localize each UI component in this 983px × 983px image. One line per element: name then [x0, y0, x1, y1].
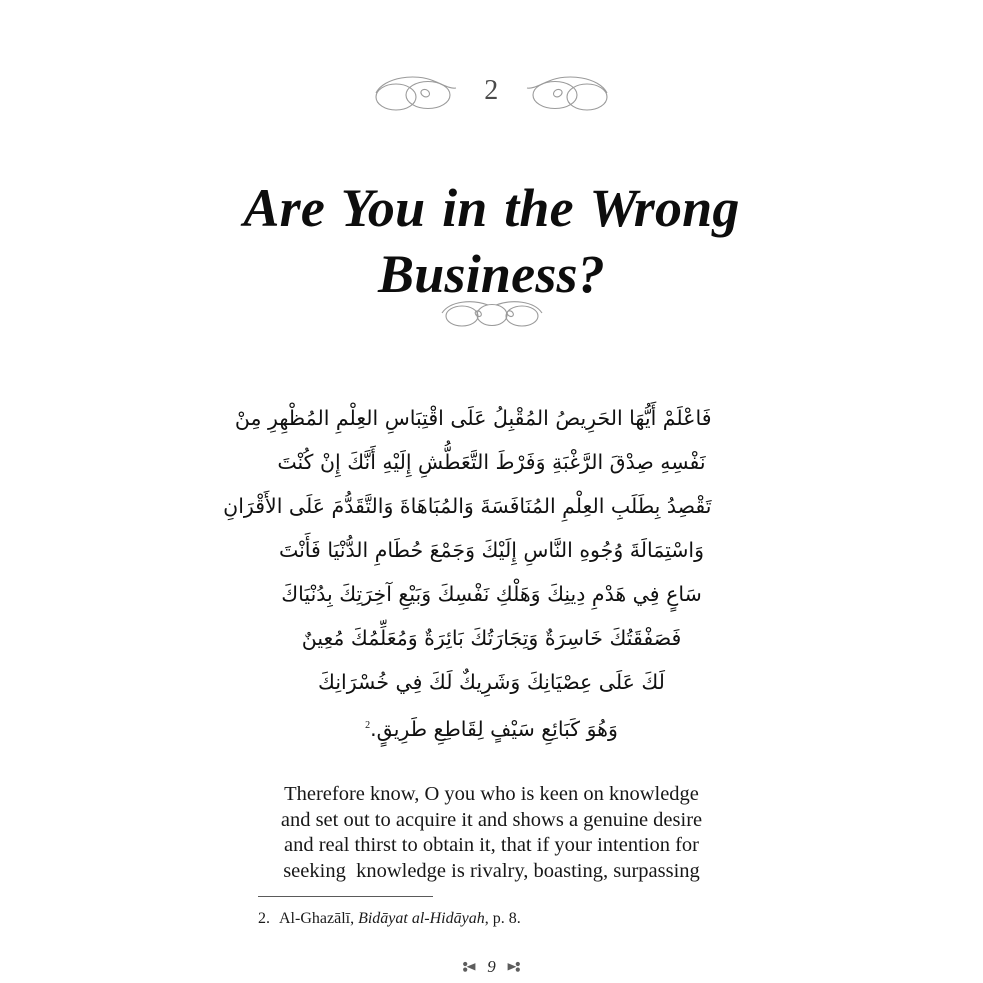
footnote [258, 908, 758, 930]
page-number: 9 [487, 957, 496, 976]
arabic-line-text: وَهُوَ كَبَائِعِ سَيْفٍ لِقَاطِعِ طَرِيقٍ. [370, 716, 618, 741]
title-divider-ornament-wrap [0, 296, 983, 330]
page-title [232, 176, 752, 308]
double-loop-flourish-ornament-right [521, 71, 613, 113]
footnote-page-reference: , p. 8. [484, 910, 521, 927]
arabic-line: وَاسْتِمَالَةَ وُجُوهِ النَّاسِ إِلَيْكَ وَجَمْعَ حُطَامِ الدُّنْيَا فَأَنْتَ [278, 538, 705, 562]
footnote-work-title: Bidāyat al-Hidāyah [358, 910, 485, 927]
translation-paragraph [269, 782, 715, 884]
footnote-separator-rule [258, 896, 433, 897]
chapter-number: 2 [484, 75, 499, 106]
arabic-line-with-footnote [272, 704, 712, 751]
triple-loop-flourish-ornament [432, 296, 552, 330]
chapter-title-line-2: Business? [378, 244, 605, 305]
arabic-line: تَقْصِدُ بِطَلَبِ العِلْمِ المُنَافَسَةَ وَالمُبَاهَاةَ وَالتَّقَدُّمَ عَلَى الأَقْرَانِ [223, 494, 712, 518]
footnote-author: Al-Ghazālī, [279, 910, 355, 927]
double-loop-flourish-ornament-left [370, 71, 462, 113]
arabic-line: سَاعٍ فِي هَدْمِ دِينِكَ وَهَلْكِ نَفْسِكَ وَبَيْعِ آخِرَتِكَ بِدُنْيَاكَ [281, 582, 702, 606]
arabic-line: لَكَ عَلَى عِصْيَانِكَ وَشَرِيكٌ لَكَ فِي خُسْرَانِكَ [318, 670, 665, 694]
chapter-heading-row [0, 62, 983, 122]
arabic-line: فَاعْلَمْ أَيُّهَا الحَرِيصُ المُقْبِلُ عَلَى اقْتِبَاسِ العِلْمِ المُظْهِرِ مِنْ [234, 406, 712, 430]
translation-line: Therefore know, O you who is keen on knowledge [284, 783, 699, 805]
translation-line: and real thirst to obtain it, that if your intention for [283, 834, 700, 856]
fleuron-ornament-left [462, 960, 478, 974]
chapter-title-line-1: Are You in the Wrong [243, 178, 740, 239]
page-footer [0, 958, 983, 975]
arabic-line: نَفْسِهِ صِدْقَ الرَّغْبَةِ وَفَرْطَ التَّعَطُّشِ إِلَيْهِ أَنَّكَ إِنْ كُنْتَ [277, 450, 706, 474]
translation-line: and set out to acquire it and shows a genuine desire [280, 808, 703, 831]
fleuron-ornament-right [505, 960, 521, 974]
arabic-line: فَصَفْقَتُكَ خَاسِرَةٌ وَتِجَارَتُكَ بَائِرَةٌ وَمُعَلِّمُكَ مُعِينٌ [301, 626, 682, 650]
footnote-number: 2. [258, 910, 270, 927]
footnote-reference-marker[interactable]: 2 [365, 720, 371, 731]
translation-line: seeking knowledge is rivalry, boasting, surpassing [283, 859, 700, 882]
arabic-quotation [223, 396, 712, 751]
